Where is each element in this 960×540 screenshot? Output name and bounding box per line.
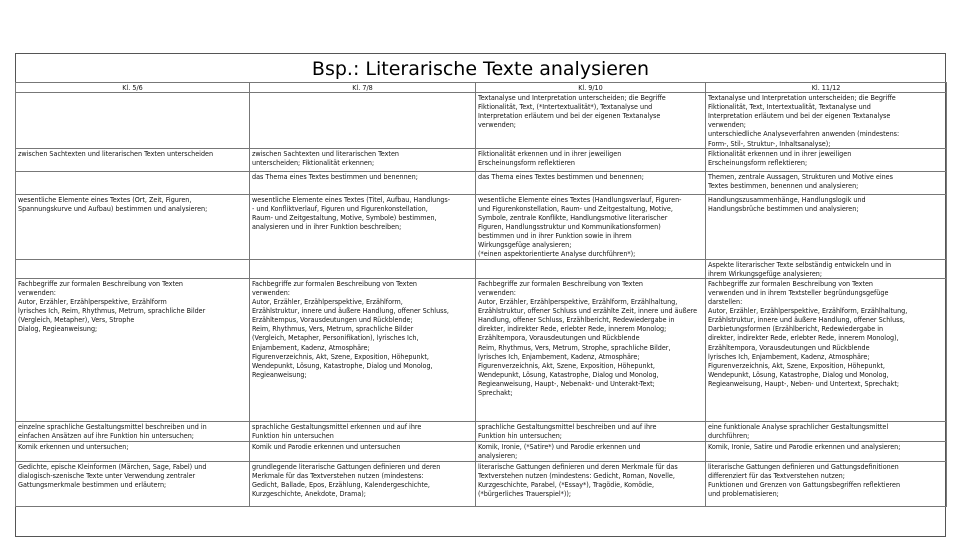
column-header: Kl. 11/12 bbox=[706, 83, 947, 93]
table-cell: Handlungszusammenhänge, Handlungslogik und Handlungsbrüche bestimmen und analysieren; bbox=[706, 194, 947, 259]
table-cell: das Thema eines Textes bestimmen und benennen; bbox=[476, 171, 706, 194]
table-cell: grundlegende literarische Gattungen definieren und deren Merkmale für das Textverstehen nutzen (mindestens: Gedicht, Ballade, Epos, Erzählung, Kalendergeschichte, Kurzgeschichte, Anekdote, Drama); bbox=[250, 461, 476, 506]
table-cell: zwischen Sachtexten und literarischen Texten unterscheiden; Fiktionalität erkennen; bbox=[250, 148, 476, 171]
column-header: Kl. 5/6 bbox=[16, 83, 250, 93]
table-cell: Fachbegriffe zur formalen Beschreibung von Texten verwenden: Autor, Erzähler, Erzählperspektive, Erzählform lyrisches Ich, Reim, Rhythmus, Metrum, sprachliche Bilder (Vergleich, Metapher), Vers, Strophe Dialog, Regieanweisung; bbox=[16, 278, 250, 421]
table-cell: Textanalyse und Interpretation unterscheiden; die Begriffe Fiktionalität, Text, (*Intertextualität*), Textanalyse und Interpretation erläutern und bei der eigenen Textanalyse verwenden; bbox=[476, 93, 706, 149]
table-cell: Komik und Parodie erkennen und untersuchen bbox=[250, 441, 476, 461]
table-cell bbox=[16, 259, 250, 278]
header-row bbox=[16, 83, 947, 93]
table-cell bbox=[16, 93, 250, 149]
table-row bbox=[16, 441, 947, 461]
table-cell: Komik, Ironie, Satire und Parodie erkennen und analysieren; bbox=[706, 441, 947, 461]
table-cell: Gedichte, epische Kleinformen (Märchen, Sage, Fabel) und dialogisch-szenische Texte unter Verwendung zentraler Gattungsmerkmale bestimmen und erläutern; bbox=[16, 461, 250, 506]
table-cell: zwischen Sachtexten und literarischen Texten unterscheiden bbox=[16, 148, 250, 171]
table-cell: Fiktionalität erkennen und in ihrer jeweiligen Erscheinungsform reflektieren bbox=[476, 148, 706, 171]
table-cell: sprachliche Gestaltungsmittel erkennen und auf ihre Funktion hin untersuchen bbox=[250, 421, 476, 441]
table-cell bbox=[250, 93, 476, 149]
table-cell: literarische Gattungen definieren und Gattungsdefinitionen differenziert für das Textverstehen nutzen; Funktionen und Grenzen von Gattungsbegriffen reflektieren und problematisieren; bbox=[706, 461, 947, 506]
table-row bbox=[16, 171, 947, 194]
table-cell: Komik erkennen und untersuchen; bbox=[16, 441, 250, 461]
table-cell bbox=[250, 259, 476, 278]
table-cell: eine funktionale Analyse sprachlicher Gestaltungsmittel durchführen; bbox=[706, 421, 947, 441]
table-cell: Komik, Ironie, (*Satire*) und Parodie erkennen und analysieren; bbox=[476, 441, 706, 461]
table-row bbox=[16, 194, 947, 259]
table-row bbox=[16, 259, 947, 278]
table-cell: wesentliche Elemente eines Textes (Handlungsverlauf, Figuren- und Figurenkonstellation, Raum- und Zeitgestaltung, Motive, Symbole, zentrale Konflikte, Handlungsmotive literarischer Figuren, Handlungsstruktur und Kommunikationsformen) bestimmen und in ihrer Funktion sowie in ihrem Wirkungsgefüge analysieren; (*einen aspektorientierte Analyse durchführen*); bbox=[476, 194, 706, 259]
column-header: Kl. 7/8 bbox=[250, 83, 476, 93]
table-cell: wesentliche Elemente eines Textes (Ort, Zeit, Figuren, Spannungskurve und Aufbau) bestimmen und analysieren; bbox=[16, 194, 250, 259]
column-header: Kl. 9/10 bbox=[476, 83, 706, 93]
table-cell: einzelne sprachliche Gestaltungsmittel beschreiben und in einfachen Ansätzen auf ihre Funktion hin untersuchen; bbox=[16, 421, 250, 441]
table-cell: Aspekte literarischer Texte selbständig entwickeln und in ihrem Wirkungsgefüge analysieren; bbox=[706, 259, 947, 278]
table-row bbox=[16, 148, 947, 171]
competence-table bbox=[15, 82, 947, 507]
table-row bbox=[16, 421, 947, 441]
table-cell: literarische Gattungen definieren und deren Merkmale für das Textverstehen nutzen (mindestens: Gedicht, Roman, Novelle, Kurzgeschichte, Parabel, (*Essay*), Tragödie, Komödie, (*bürgerliches Trauerspiel*)); bbox=[476, 461, 706, 506]
table-cell: wesentliche Elemente eines Textes (Titel, Aufbau, Handlungs- - und Konfliktverlauf, Figuren und Figurenkonstellation, Raum- und Zeitgestaltung, Motive, Symbole) bestimmen, analysieren und in ihrer Funktion beschreiben; bbox=[250, 194, 476, 259]
table-cell bbox=[476, 259, 706, 278]
table-cell: Fachbegriffe zur formalen Beschreibung von Texten verwenden und in ihrem Textsteller begründungsgefüge darstellen: Autor, Erzähler, Erzählperspektive, Erzählform, Erzählhaltung, Erzählstruktur, innere und äußere Handlung, offener Schluss, Darbietungsformen (Erzählbericht, Redewiedergabe in direkter, indirekter Rede, erlebter Rede, innerem Monolog), Erzähltempora, Vorausdeutungen und Rückblende lyrisches Ich, Enjambement, Kadenz, Atmosphäre; Figurenverzeichnis, Akt, Szene, Exposition, Höhepunkt, Wendepunkt, Lösung, Katastrophe, Dialog und Monolog, Regieanweisung, Haupt-, Neben- und Untertext, Sprechakt; bbox=[706, 278, 947, 421]
table-cell: Fachbegriffe zur formalen Beschreibung von Texten verwenden: Autor, Erzähler, Erzählperspektive, Erzählform, Erzählhaltung, Erzählstruktur, offener Schluss und erzählte Zeit, innere und äußere Handlung, offener Schluss, Erzählbericht, Redewiedergabe in direkter, indirekter Rede, erlebter Rede, innerem Monolog; Erzähltempora, Vorausdeutungen und Rückblende Reim, Rhythmus, Vers, Metrum, Strophe, sprachliche Bilder, lyrisches Ich, Enjambement, Kadenz, Atmosphäre; Figurenverzeichnis, Akt, Szene, Exposition, Höhepunkt, Wendepunkt, Lösung, Katastrophe, Dialog und Monolog, Regieanweisung, Haupt-, Nebenakt- und Unterakt-Text; Sprechakt; bbox=[476, 278, 706, 421]
table-cell: Fachbegriffe zur formalen Beschreibung von Texten verwenden: Autor, Erzähler, Erzählperspektive, Erzählform, Erzählstruktur, innere und äußere Handlung, offener Schluss, Erzähltempus, Vorausdeutungen und Rückblende; Reim, Rhythmus, Vers, Metrum, sprachliche Bilder (Vergleich, Metapher, Personifikation), lyrisches Ich, Enjambement, Kadenz, Atmosphäre; Figurenverzeichnis, Akt, Szene, Exposition, Höhepunkt, Wendepunkt, Lösung, Katastrophe, Dialog und Monolog, Regieanweisung; bbox=[250, 278, 476, 421]
table-cell: Fiktionalität erkennen und in ihrer jeweiligen Erscheinungsform reflektieren; bbox=[706, 148, 947, 171]
table-cell: Textanalyse und Interpretation unterscheiden; die Begriffe Fiktionalität, Text, Intertextualität, Textanalyse und Interpretation erläutern und bei der eigenen Textanalyse verwenden; unterschiedliche Analyseverfahren anwenden (mindestens: Form-, Stil-, Struktur-, Inhaltsanalyse); bbox=[706, 93, 947, 149]
table-row bbox=[16, 278, 947, 421]
table-cell bbox=[16, 171, 250, 194]
table-cell: sprachliche Gestaltungsmittel beschreiben und auf ihre Funktion hin untersuchen; bbox=[476, 421, 706, 441]
table-row bbox=[16, 461, 947, 506]
table-cell: das Thema eines Textes bestimmen und benennen; bbox=[250, 171, 476, 194]
table-cell: Themen, zentrale Aussagen, Strukturen und Motive eines Textes bestimmen, benennen und analysieren; bbox=[706, 171, 947, 194]
table-row bbox=[16, 93, 947, 149]
slide-title: Bsp.: Literarische Texte analysieren bbox=[311, 58, 650, 80]
